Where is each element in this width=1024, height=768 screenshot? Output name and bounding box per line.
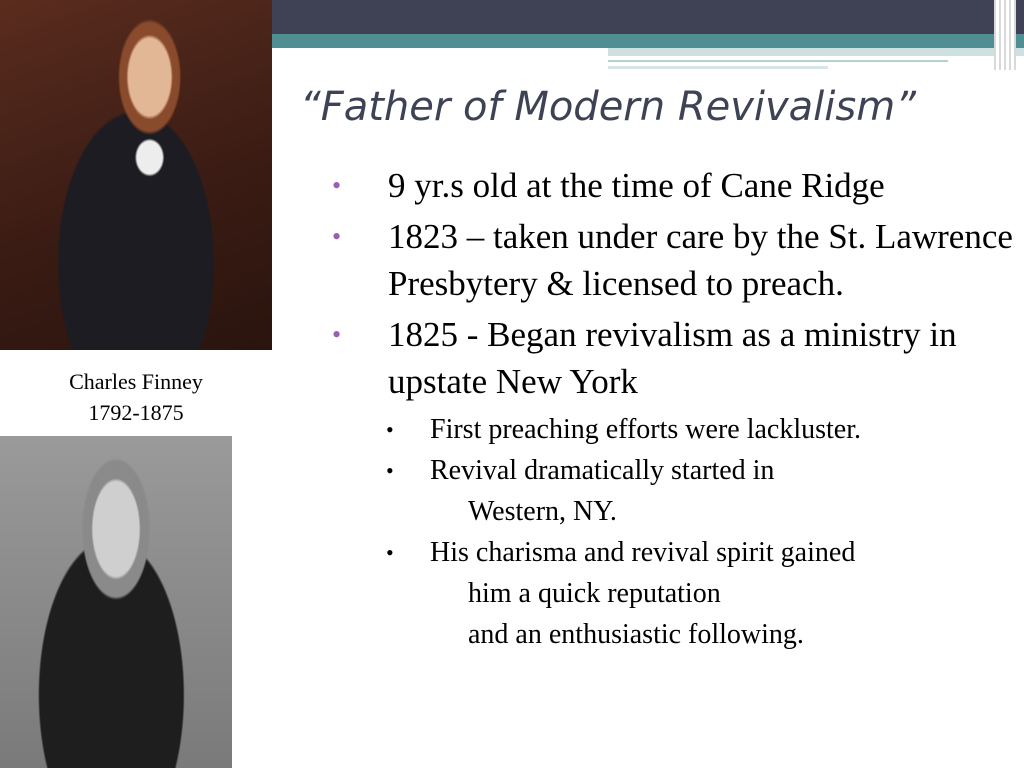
sub-bullet-item	[330, 532, 1020, 655]
bullet-marker: •	[332, 171, 342, 200]
sub-bullet-continuation: Western, NY.	[468, 496, 617, 527]
bullet-item	[330, 213, 1020, 307]
sub-bullet-item	[330, 450, 1020, 532]
portrait-woman	[0, 436, 232, 768]
header-band-dark	[272, 0, 1024, 34]
header-band-light	[608, 48, 1024, 56]
sub-bullet-text: First preaching efforts were lackluster.	[430, 414, 862, 445]
sub-bullet-text: Revival dramatically started in	[430, 455, 775, 486]
sub-bullet-text: His charisma and revival spirit gained	[430, 537, 856, 568]
bullet-marker: •	[332, 320, 342, 349]
header-accent-line	[608, 60, 948, 62]
header-stripes	[994, 0, 1016, 70]
caption-name: Charles Finney	[69, 369, 203, 394]
bullet-text: 9 yr.s old at the time of Cane Ridge	[388, 166, 885, 205]
header-band-teal	[272, 34, 1024, 48]
bullet-list	[330, 162, 1020, 655]
sub-bullet-item	[330, 409, 1020, 450]
sub-bullet-marker: •	[386, 458, 394, 483]
slide-title: “Father of Modern Revivalism”	[300, 84, 916, 130]
bullet-item	[330, 162, 1020, 209]
sub-bullet-marker: •	[386, 540, 394, 565]
sub-bullet-marker: •	[386, 417, 394, 442]
portrait-caption	[0, 366, 272, 428]
header-accent-line-2	[608, 66, 828, 69]
bullet-text: 1825 - Began revivalism as a ministry in upstate New York	[388, 315, 957, 401]
bullet-item	[330, 311, 1020, 405]
portrait-charles-finney	[0, 0, 272, 350]
bullet-text: 1823 – taken under care by the St. Lawrence Presbytery & licensed to preach.	[388, 217, 1013, 303]
sub-bullet-continuation: and an enthusiastic following.	[468, 619, 804, 650]
sub-bullet-continuation: him a quick reputation	[468, 578, 721, 609]
bullet-marker: •	[332, 222, 342, 251]
caption-years: 1792-1875	[88, 400, 184, 425]
